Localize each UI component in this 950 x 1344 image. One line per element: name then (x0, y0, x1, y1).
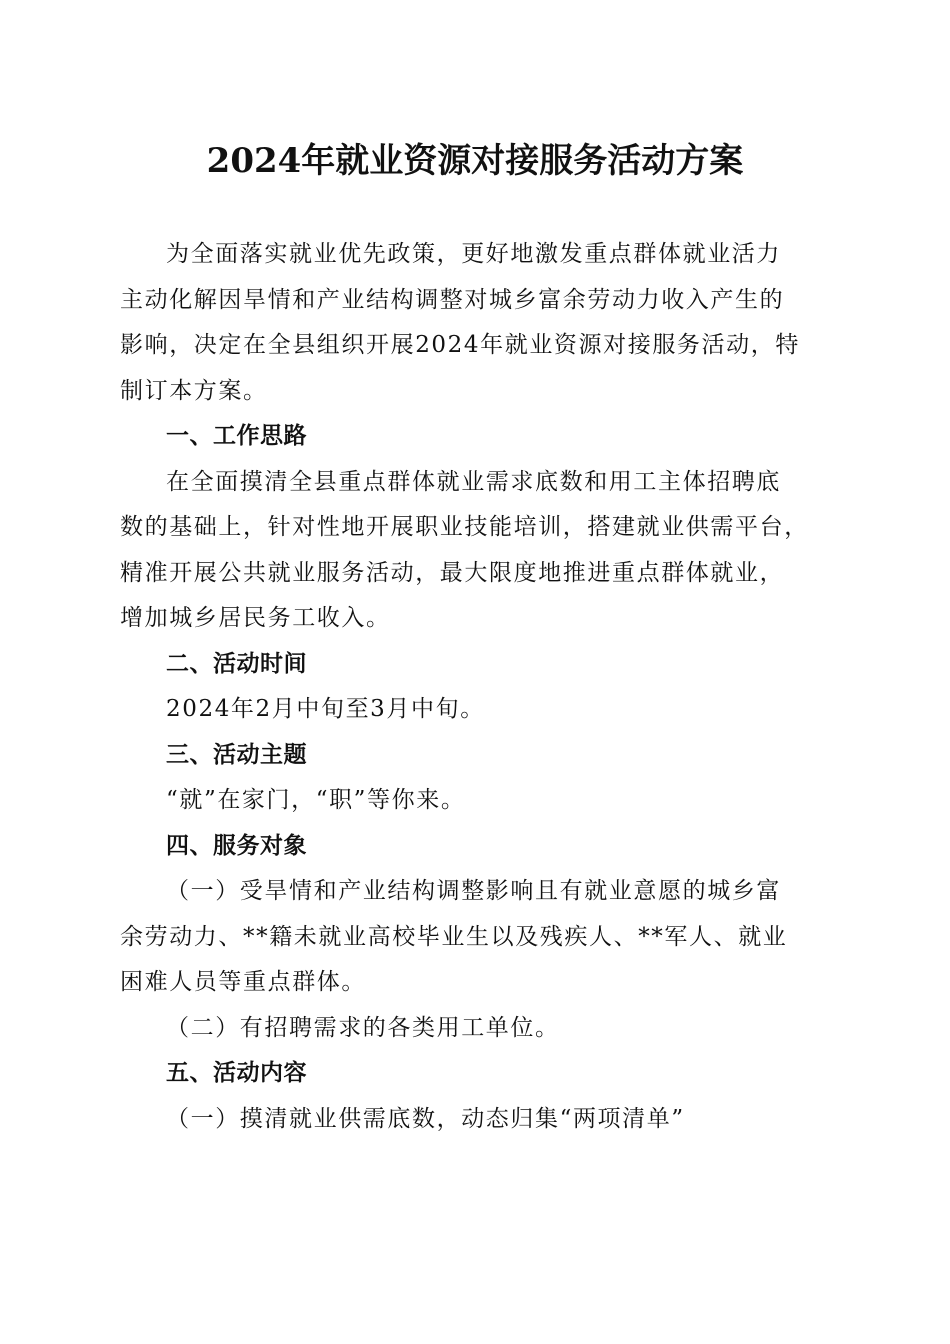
activity-theme-paragraph (120, 778, 832, 824)
section-heading-activity-time: 二、活动时间 (166, 650, 307, 677)
activity-time-paragraph (120, 687, 832, 733)
paragraph-line: 数的基础上，针对性地开展职业技能培训，搭建就业供需平台， (120, 514, 809, 540)
section-heading-work-idea: 一、工作思路 (166, 423, 307, 449)
section-heading-activity-content: 五、活动内容 (166, 1060, 307, 1086)
intro-line: 制订本方案。 (120, 377, 268, 404)
paragraph-line: 在全面摸清全县重点群体就业需求底数和用工主体招聘底 (166, 468, 781, 495)
document-body (120, 232, 832, 1142)
work-idea-paragraph (120, 460, 832, 642)
activity-theme-text: “就”在家门，“职”等你来。 (166, 787, 466, 813)
paragraph-line: （二）有招聘需求的各类用工单位。 (166, 1014, 560, 1041)
paragraph-line: 精准开展公共就业服务活动，最大限度地推进重点群体就业， (120, 559, 785, 586)
document-title: 2024年就业资源对接服务活动方案 (206, 141, 744, 181)
paragraph-line: 困难人员等重点群体。 (120, 969, 366, 995)
paragraph-line: （一）受旱情和产业结构调整影响且有就业意愿的城乡富 (166, 878, 781, 904)
service-targets-item-2 (120, 1006, 832, 1052)
paragraph-line: （一）摸清就业供需底数，动态归集“两项清单” (166, 1105, 685, 1132)
intro-line: 主动化解因旱情和产业结构调整对城乡富余劳动力收入产生的 (120, 286, 785, 313)
section-heading-service-targets: 四、服务对象 (166, 832, 307, 859)
paragraph-line: 增加城乡居民务工收入。 (120, 605, 391, 631)
activity-time-text: 2024年2月中旬至3月中旬。 (166, 696, 485, 722)
section-heading-activity-theme: 三、活动主题 (166, 741, 307, 768)
intro-line: 影响，决定在全县组织开展2024年就业资源对接服务活动，特 (120, 332, 800, 358)
intro-line: 为全面落实就业优先政策，更好地激发重点群体就业活力 (166, 241, 781, 267)
activity-content-item-1 (120, 1097, 832, 1143)
intro-paragraph (120, 232, 832, 414)
service-targets-item-1 (120, 869, 832, 1006)
paragraph-line: 余劳动力、**籍未就业高校毕业生以及残疾人、**军人、就业 (120, 923, 788, 950)
